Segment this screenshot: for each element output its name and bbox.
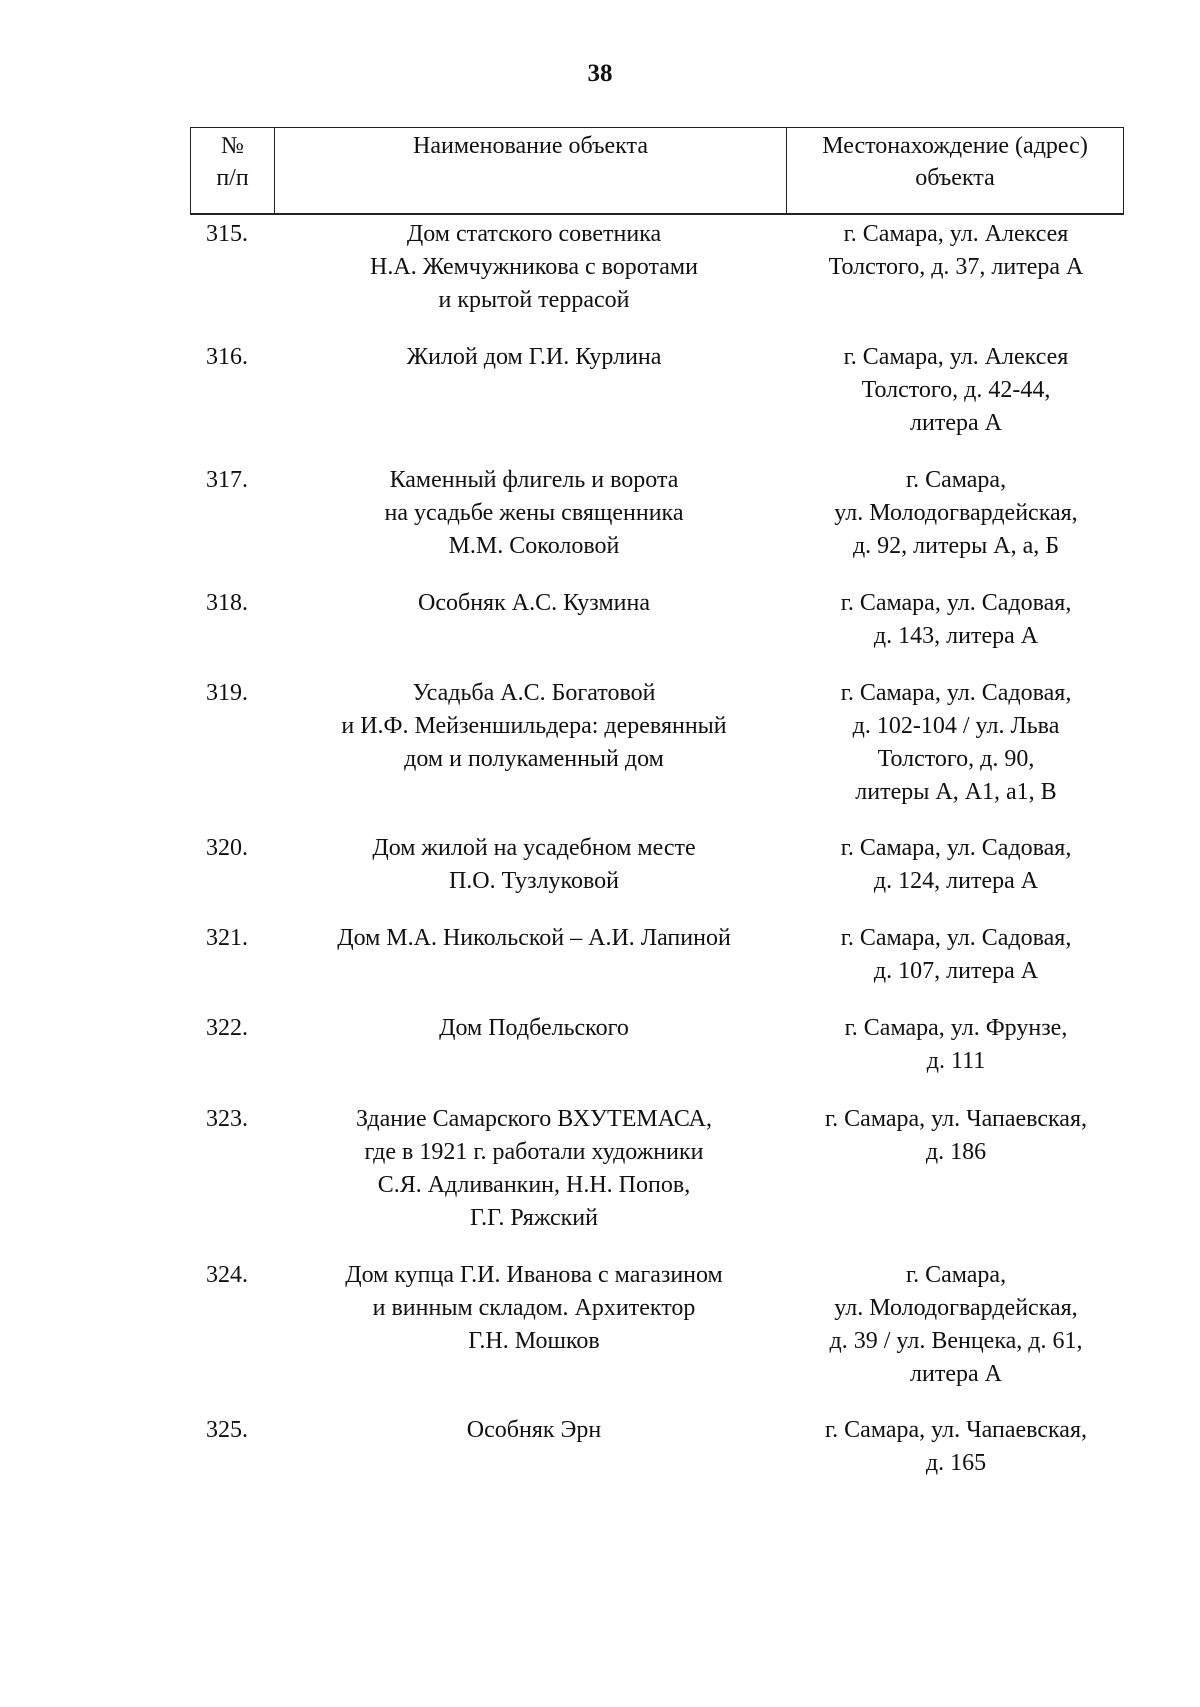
row-number: 317. — [206, 467, 248, 493]
object-address-line: ул. Молодогвардейская, — [834, 1295, 1078, 1321]
object-name-line: Здание Самарского ВХУТЕМАСА, — [356, 1106, 712, 1132]
object-name-line: дом и полукаменный дом — [404, 746, 664, 772]
table-header — [190, 127, 1124, 215]
object-name-line: Дом М.А. Никольской – А.И. Лапиной — [337, 925, 731, 951]
row-number: 320. — [206, 835, 248, 861]
object-address-line: г. Самара, ул. Садовая, — [840, 680, 1072, 706]
row-number: 316. — [206, 344, 248, 370]
row-number: 323. — [206, 1106, 248, 1132]
object-name — [284, 922, 784, 955]
header-address-line: объекта — [915, 165, 995, 191]
object-name-line: Н.А. Жемчужникова с воротами — [370, 254, 698, 280]
object-address-line: д. 107, литера А — [873, 958, 1039, 984]
object-name-line: Дом жилой на усадебном месте — [372, 835, 696, 861]
object-address-line: Толстого, д. 37, литера А — [828, 254, 1084, 280]
object-name-line: и крытой террасой — [438, 287, 630, 313]
header-address-column — [787, 128, 1123, 213]
header-name-column: Наименование объекта — [275, 128, 787, 213]
object-name-line: Дом Подбельского — [439, 1015, 629, 1041]
object-name — [284, 1012, 784, 1045]
header-address-line: Местонахождение (адрес) — [822, 133, 1088, 159]
object-address-line: Толстого, д. 90, — [877, 746, 1035, 772]
object-name-line: на усадьбе жены священника — [384, 500, 684, 526]
object-name-line: Каменный флигель и ворота — [389, 467, 679, 493]
object-name — [284, 1414, 784, 1447]
object-address — [786, 464, 1126, 563]
object-address — [786, 218, 1126, 284]
object-address-line: г. Самара, ул. Садовая, — [840, 835, 1072, 861]
object-address-line: Толстого, д. 42-44, — [861, 377, 1051, 403]
object-address-line: г. Самара, ул. Садовая, — [840, 590, 1072, 616]
object-address-line: д. 92, литеры А, а, Б — [852, 533, 1060, 559]
row-number: 325. — [206, 1417, 248, 1443]
object-address — [786, 341, 1126, 440]
object-address — [786, 1259, 1126, 1391]
object-address-line: д. 143, литера А — [873, 623, 1039, 649]
object-address-line: г. Самара, — [905, 1262, 1007, 1288]
object-name-line: Особняк А.С. Кузмина — [418, 590, 650, 616]
header-number-column — [191, 128, 275, 213]
object-address-line: д. 111 — [926, 1048, 986, 1074]
object-address — [786, 1414, 1126, 1480]
object-name-line: Дом купца Г.И. Иванова с магазином — [345, 1262, 723, 1288]
object-address-line: д. 39 / ул. Венцека, д. 61, — [829, 1328, 1083, 1354]
object-address — [786, 922, 1126, 988]
object-name-line: М.М. Соколовой — [448, 533, 620, 559]
object-name — [284, 832, 784, 898]
object-name — [284, 1259, 784, 1358]
object-address-line: д. 102-104 / ул. Льва — [852, 713, 1060, 739]
object-name-line: Жилой дом Г.И. Курлина — [406, 344, 662, 370]
object-name-line: Особняк Эрн — [466, 1417, 602, 1443]
object-address-line: ул. Молодогвардейская, — [834, 500, 1078, 526]
object-address-line: г. Самара, ул. Алексея — [843, 344, 1069, 370]
object-address-line: д. 186 — [925, 1139, 987, 1165]
row-number: 319. — [206, 680, 248, 706]
object-name-line: и винным складом. Архитектор — [372, 1295, 696, 1321]
object-address-line: г. Самара, ул. Чапаевская, — [825, 1417, 1087, 1443]
object-name-line: где в 1921 г. работали художники — [364, 1139, 704, 1165]
object-address-line: г. Самара, ул. Садовая, — [840, 925, 1072, 951]
object-address — [786, 587, 1126, 653]
row-number: 318. — [206, 590, 248, 616]
object-name-line: Усадьба А.С. Богатовой — [412, 680, 656, 706]
object-name — [284, 341, 784, 374]
object-address-line: г. Самара, ул. Чапаевская, — [825, 1106, 1087, 1132]
object-name — [284, 464, 784, 563]
object-name-line: П.О. Тузлуковой — [448, 868, 620, 894]
object-address-line: литеры А, А1, а1, В — [855, 779, 1057, 805]
object-address — [786, 677, 1126, 809]
object-address-line: д. 165 — [925, 1450, 987, 1476]
object-name-line: Г.Г. Ряжский — [470, 1205, 598, 1231]
header-number-sign: № — [221, 133, 244, 159]
object-address — [786, 1103, 1126, 1169]
object-address-line: г. Самара, — [905, 467, 1007, 493]
row-number: 322. — [206, 1015, 248, 1041]
page-number: 38 — [587, 60, 613, 87]
object-name — [284, 677, 784, 776]
object-name-line: С.Я. Адливанкин, Н.Н. Попов, — [377, 1172, 691, 1198]
object-name-line: и И.Ф. Мейзеншильдера: деревянный — [341, 713, 727, 739]
header-number-abbr: п/п — [216, 165, 249, 191]
object-name-line: Дом статского советника — [406, 221, 662, 247]
row-number: 321. — [206, 925, 248, 951]
row-number: 315. — [206, 221, 248, 247]
object-address-line: г. Самара, ул. Фрунзе, — [844, 1015, 1068, 1041]
object-address-line: литера А — [910, 1361, 1002, 1387]
object-address — [786, 1012, 1126, 1078]
row-number: 324. — [206, 1262, 248, 1288]
object-name — [284, 587, 784, 620]
object-name — [284, 218, 784, 317]
object-address — [786, 832, 1126, 898]
object-address-line: д. 124, литера А — [873, 868, 1039, 894]
object-address-line: г. Самара, ул. Алексея — [843, 221, 1069, 247]
object-name-line: Г.Н. Мошков — [468, 1328, 600, 1354]
object-address-line: литера А — [910, 410, 1002, 436]
object-name — [284, 1103, 784, 1235]
